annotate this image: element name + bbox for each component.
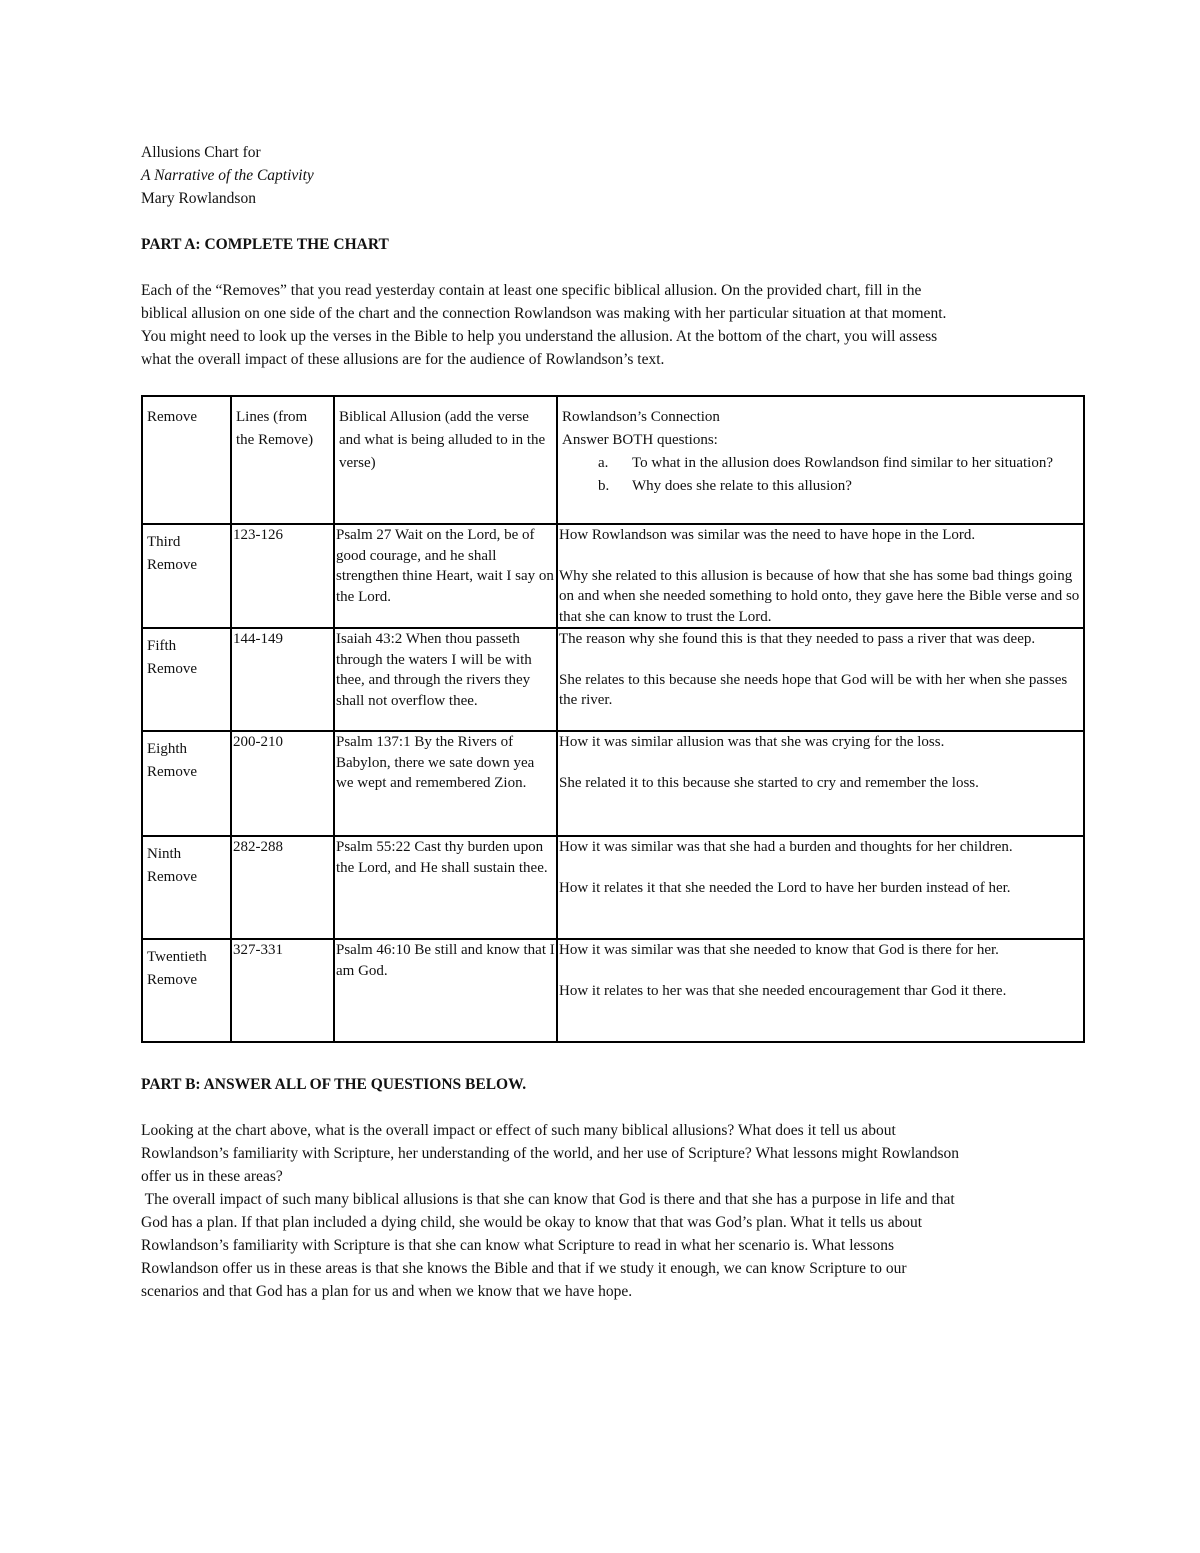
allusion-cell xyxy=(334,524,557,628)
row-connection-a: How it was similar allusion was that she was crying for the loss. xyxy=(559,734,945,750)
row-connection xyxy=(558,732,1083,793)
spacer xyxy=(559,753,1082,773)
question-a xyxy=(598,452,1079,475)
row-lines: 200-210 xyxy=(233,734,283,750)
row-connection-b: How it relates it that she needed the Lord to have her burden instead of her. xyxy=(559,879,1011,896)
instruction-line: biblical allusion on one side of the chart and the connection Rowlandson was making with her particular situation at that moment. xyxy=(141,305,947,322)
spacer xyxy=(559,546,1082,566)
row-connection-a: How it was similar was that she needed to know that God is there for her. xyxy=(559,942,999,958)
connection-cell xyxy=(557,731,1084,836)
row-connection xyxy=(558,525,1083,627)
row-lines: 123-126 xyxy=(233,527,283,543)
row-remove: Eighth Remove xyxy=(147,741,197,780)
table-header-row xyxy=(142,396,1084,524)
lines-cell xyxy=(231,836,334,939)
row-allusion: Psalm 46:10 Be still and know that I am God. xyxy=(336,942,555,979)
question-b-text: Why does she relate to this allusion? xyxy=(632,478,852,494)
row-connection-a: The reason why she found this is that they needed to pass a river that was deep. xyxy=(559,631,1036,647)
part-a-instructions xyxy=(141,279,1083,371)
remove-cell xyxy=(142,939,231,1042)
row-remove: Ninth Remove xyxy=(147,846,197,885)
answer-line: Rowlandson’s familiarity with Scripture is that she can know what Scripture to read in what her scenario is. What lessons xyxy=(141,1237,895,1254)
part-a-heading: PART A: COMPLETE THE CHART xyxy=(141,236,389,253)
instruction-line: You might need to look up the verses in the Bible to help you understand the allusion. At the bottom of the chart, you will assess xyxy=(141,328,938,345)
spacer xyxy=(559,650,1082,670)
question-a-marker: a. xyxy=(598,455,609,471)
remove-cell xyxy=(142,731,231,836)
lines-cell xyxy=(231,731,334,836)
part-b-answer xyxy=(141,1188,1083,1303)
connection-cell xyxy=(557,939,1084,1042)
question-line: Rowlandson’s familiarity with Scripture, her understanding of the world, and her use of Scripture? What lessons might Rowlandson xyxy=(141,1145,960,1162)
row-remove: Third Remove xyxy=(147,534,197,573)
spacer xyxy=(559,961,1082,981)
header-connection-sub: Answer BOTH questions: xyxy=(562,432,718,448)
header-connection-title: Rowlandson’s Connection xyxy=(562,409,720,425)
table-row xyxy=(142,731,1084,836)
title-author: Mary Rowlandson xyxy=(141,190,256,207)
row-connection-b: She relates to this because she needs hope that God will be with her when she passes the river. xyxy=(559,671,1068,708)
row-lines: 282-288 xyxy=(233,839,283,855)
instruction-line: what the overall impact of these allusions are for the audience of Rowlandson’s text. xyxy=(141,351,665,368)
remove-cell xyxy=(142,524,231,628)
row-allusion: Psalm 27 Wait on the Lord, be of good courage, and he shall strengthen thine Heart, wait I say on the Lord. xyxy=(336,527,554,605)
part-b-heading: PART B: ANSWER ALL OF THE QUESTIONS BELOW. xyxy=(141,1076,527,1093)
header-lines-cell xyxy=(231,396,334,524)
header-connection xyxy=(558,397,1083,498)
question-b-marker: b. xyxy=(598,478,610,494)
row-remove: Twentieth Remove xyxy=(147,949,207,988)
question-b xyxy=(598,475,1079,498)
row-connection xyxy=(558,837,1083,898)
allusion-cell xyxy=(334,731,557,836)
header-connection-cell xyxy=(557,396,1084,524)
part-b-section xyxy=(141,1073,1083,1303)
row-connection-a: How it was similar was that she had a burden and thoughts for her children. xyxy=(559,839,1013,855)
table-row xyxy=(142,524,1084,628)
part-b-questions xyxy=(141,1119,1083,1188)
answer-line: Rowlandson offer us in these areas is that she knows the Bible and that if we study it enough, we can know Scripture to our xyxy=(141,1260,907,1277)
spacer xyxy=(559,858,1082,878)
row-allusion: Psalm 137:1 By the Rivers of Babylon, there we sate down yea we wept and remembered Zion. xyxy=(336,734,535,791)
connection-cell xyxy=(557,628,1084,731)
allusion-cell xyxy=(334,836,557,939)
row-lines: 327-331 xyxy=(233,942,283,958)
row-connection xyxy=(558,629,1083,711)
row-connection xyxy=(558,940,1083,1001)
lines-cell xyxy=(231,628,334,731)
table-row xyxy=(142,939,1084,1042)
allusion-cell xyxy=(334,939,557,1042)
header-lines: Lines (from the Remove) xyxy=(236,409,314,448)
header-allusion: Biblical Allusion (add the verse and what is being alluded to in the verse) xyxy=(339,409,546,471)
row-remove: Fifth Remove xyxy=(147,638,197,677)
question-line: Looking at the chart above, what is the overall impact or effect of such many biblical allusions? What does it tell us about xyxy=(141,1122,896,1139)
header-allusion-cell xyxy=(334,396,557,524)
lines-cell xyxy=(231,524,334,628)
answer-line: God has a plan. If that plan included a dying child, she would be okay to know that that was God’s plan. What it tells us about xyxy=(141,1214,923,1231)
row-allusion: Psalm 55:22 Cast thy burden upon the Lord, and He shall sustain thee. xyxy=(336,839,548,876)
allusion-cell xyxy=(334,628,557,731)
row-connection-a: How Rowlandson was similar was the need to have hope in the Lord. xyxy=(559,527,976,543)
instruction-line: Each of the “Removes” that you read yesterday contain at least one specific biblical allusion. On the provided chart, fill in the xyxy=(141,282,922,299)
answer-line: The overall impact of such many biblical allusions is that she can know that God is there and that she has a purpose in life and that xyxy=(141,1191,955,1208)
title-work: A Narrative of the Captivity xyxy=(141,167,314,184)
question-line: offer us in these areas? xyxy=(141,1168,283,1185)
row-connection-b: How it relates to her was that she needed encouragement thar God it there. xyxy=(559,982,1007,999)
row-lines: 144-149 xyxy=(233,631,283,647)
title-line-1: Allusions Chart for xyxy=(141,144,261,161)
table-row xyxy=(142,836,1084,939)
allusions-table xyxy=(141,395,1085,1043)
question-list xyxy=(562,452,1079,498)
remove-cell xyxy=(142,628,231,731)
document-header xyxy=(141,141,1083,371)
row-connection-b: She related it to this because she started to cry and remember the loss. xyxy=(559,774,979,791)
table-row xyxy=(142,628,1084,731)
row-allusion: Isaiah 43:2 When thou passeth through the waters I will be with thee, and through the rivers they shall not overflow thee. xyxy=(336,631,532,709)
connection-cell xyxy=(557,524,1084,628)
connection-cell xyxy=(557,836,1084,939)
remove-cell xyxy=(142,836,231,939)
header-remove: Remove xyxy=(147,409,197,425)
header-remove-cell xyxy=(142,396,231,524)
answer-line: scenarios and that God has a plan for us and when we know that we have hope. xyxy=(141,1283,633,1300)
question-a-text: To what in the allusion does Rowlandson find similar to her situation? xyxy=(632,455,1053,471)
row-connection-b: Why she related to this allusion is because of how that she has some bad things going on and when she needed something to hold onto, they gave here the Bible verse and so that she can know to trust the Lord. xyxy=(559,567,1080,625)
lines-cell xyxy=(231,939,334,1042)
